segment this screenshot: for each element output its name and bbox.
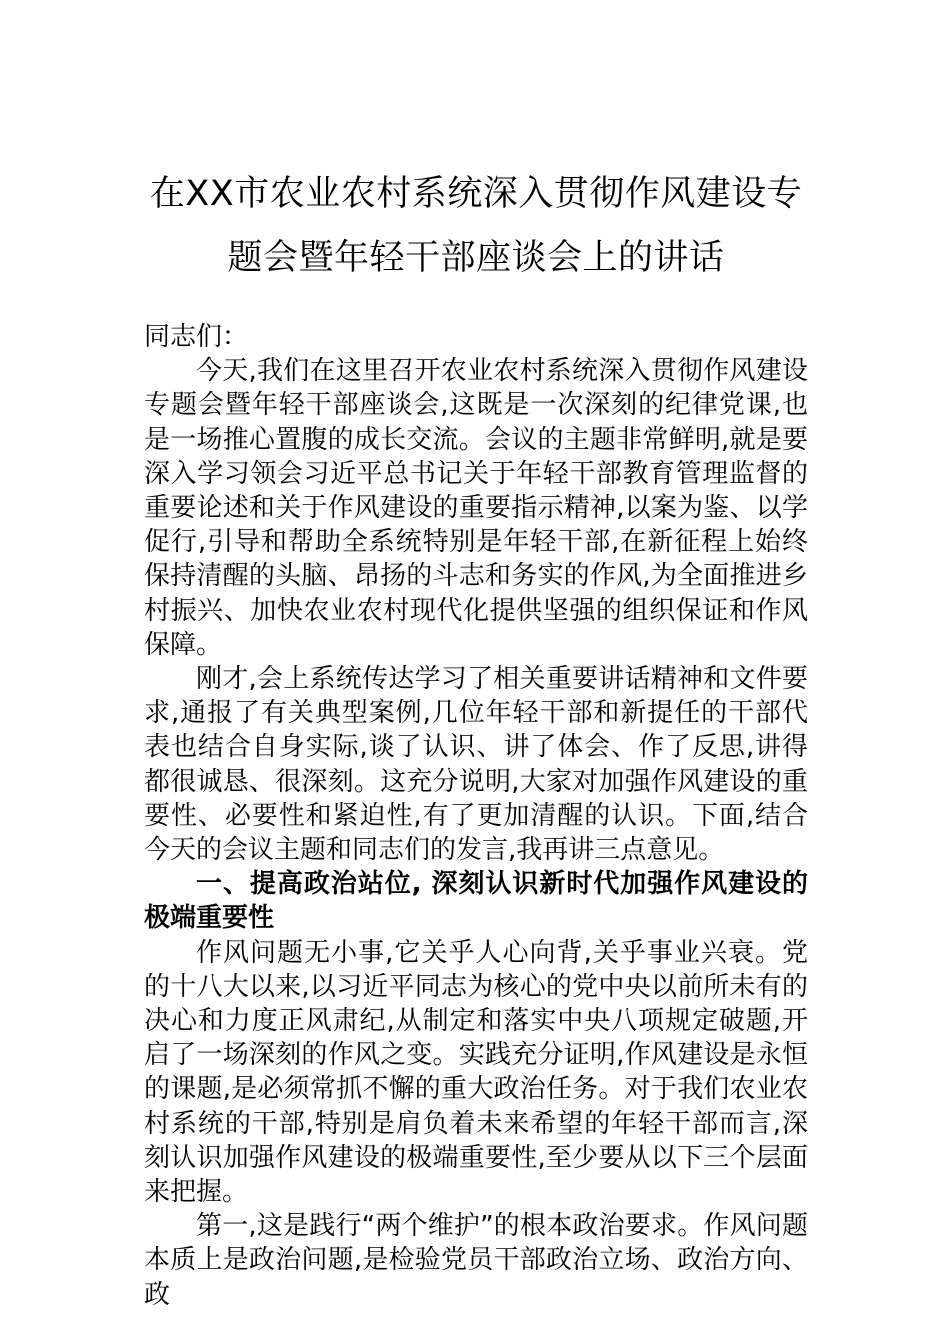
document-page xyxy=(144,162,808,1312)
paragraph-section1-point1: 第一,这是践行“两个维护”的根本政治要求。作风问题本质上是政治问题,是检验党员干部政治立场、政治方向、政 xyxy=(144,1211,808,1310)
paragraph-section1-intro: 作风问题无小事,它关乎人心向背,关乎事业兴衰。党的十八大以来,以习近平同志为核心的党中央以前所未有的决心和力度正风肃纪,从制定和落实中央八项规定破题,开启了一场深刻的作风之变。实践充分证明,作风建设是永恒的课题,是必须常抓不懈的重大政治任务。对于我们农业农村系统的干部,特别是肩负着未来希望的年轻干部而言,深刻认识加强作风建设的极端重要性,至少要从以下三个层面来把握。 xyxy=(144,937,808,1208)
title-line-2: 题会暨年轻干部座谈会上的讲话 xyxy=(227,238,725,278)
paragraph-opening: 今天,我们在这里召开农业农村系统深入贯彻作风建设专题会暨年轻干部座谈会,这既是一次深刻的纪律党课,也是一场推心置腹的成长交流。会议的主题非常鲜明,就是要深入学习领会习近平总书记关于年轻干部教育管理监督的重要论述和关于作风建设的重要指示精神,以案为鉴、以学促行,引导和帮助全系统特别是年轻干部,在新征程上始终保持清醒的头脑、昂扬的斗志和务实的作风,为全面推进乡村振兴、加快农业农村现代化提供坚强的组织保证和作风保障。 xyxy=(144,356,808,660)
salutation: 同志们： xyxy=(144,322,249,352)
paragraph-summary: 刚才,会上系统传达学习了相关重要讲话精神和文件要求,通报了有关典型案例,几位年轻干部和新提任的干部代表也结合自身实际,谈了认识、讲了体会、作了反思,讲得都很诚恳、很深刻。这充分说明,大家对加强作风建设的重要性、必要性和紧迫性,有了更加清醒的认识。下面,结合今天的会议主题和同志们的发言,我再讲三点意见。 xyxy=(144,664,808,866)
title-line-1: 在XX市农业农村系统深入贯彻作风建设专 xyxy=(149,174,803,214)
section-heading-1: 一、提高政治站位, 深刻认识新时代加强作风建设的极端重要性 xyxy=(144,869,808,934)
document-title xyxy=(144,162,808,290)
document-body xyxy=(144,320,808,1312)
